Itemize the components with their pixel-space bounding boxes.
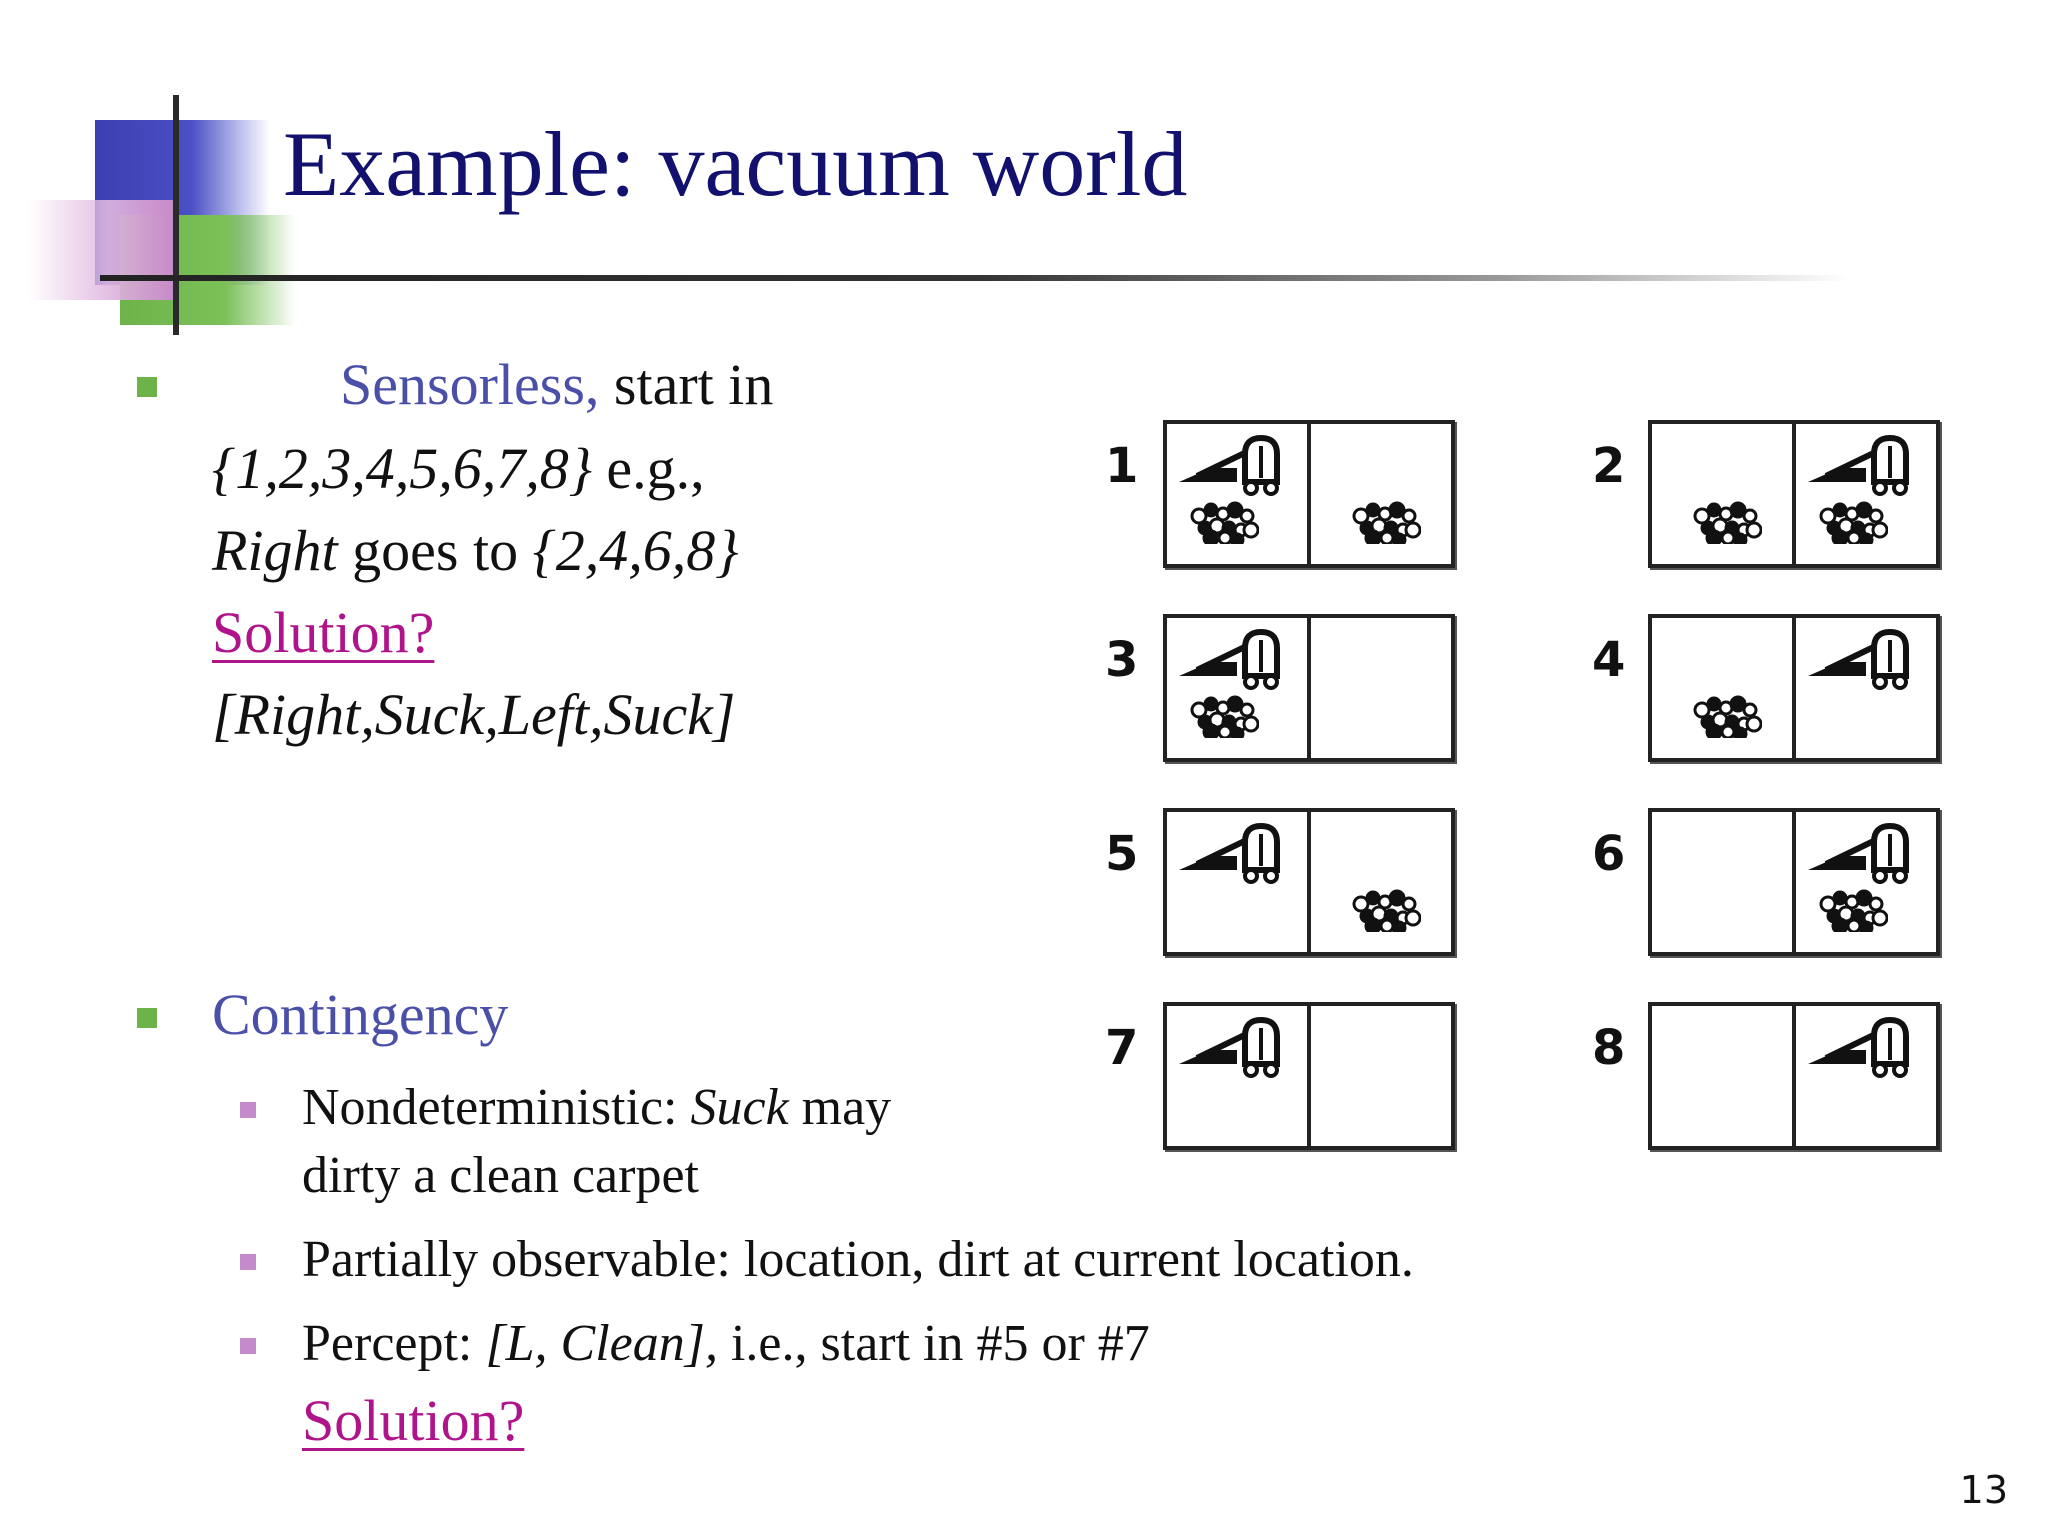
sensorless-line3 (212, 518, 739, 583)
vacuum-icon (1806, 432, 1926, 496)
room-right (1307, 614, 1455, 762)
state-label: 2 (1592, 438, 1626, 494)
contingency-item-3 (302, 1315, 1150, 1372)
room-left (1648, 1002, 1796, 1150)
title-underline (100, 275, 1850, 281)
sensorless-answer: [Right,Suck,Left,Suck] (212, 682, 736, 747)
room-right (1307, 1002, 1455, 1150)
dirt-icon (1692, 694, 1762, 738)
sensorless-set-all: {1,2,3,4,5,6,7,8} (212, 436, 592, 501)
decor-vertical-line (173, 95, 179, 335)
vacuum-icon (1177, 626, 1297, 690)
contingency-heading: Contingency (212, 982, 509, 1047)
room-right (1792, 1002, 1940, 1150)
sensorless-eg: e.g., (591, 436, 705, 501)
item3-italic: [L, Clean], (485, 1315, 718, 1372)
bullet-square-icon (137, 377, 157, 397)
vacuum-icon (1177, 1014, 1297, 1078)
goes-to: goes to (337, 518, 533, 583)
room-right (1307, 420, 1455, 568)
dirt-icon (1351, 500, 1421, 544)
room-left (1163, 614, 1311, 762)
slide-title: Example: vacuum world (283, 113, 1188, 215)
dirt-icon (1818, 888, 1888, 932)
room-left (1163, 808, 1311, 956)
room-left (1648, 420, 1796, 568)
decor-pink-square (28, 200, 173, 300)
state-label: 4 (1592, 632, 1626, 688)
sensorless-line1-rest: start in (599, 352, 774, 417)
state-label: 8 (1592, 1020, 1626, 1076)
sensorless-solution-link[interactable]: Solution? (212, 600, 435, 665)
room-left (1163, 420, 1311, 568)
right-word: Right (212, 518, 338, 583)
sub-bullet-icon (240, 1338, 256, 1354)
bullet-square-icon (137, 1008, 157, 1028)
item3-suffix: i.e., start in #5 or #7 (717, 1315, 1150, 1372)
vacuum-icon (1177, 432, 1297, 496)
dirt-icon (1189, 500, 1259, 544)
vacuum-icon (1177, 820, 1297, 884)
room-right (1792, 420, 1940, 568)
contingency-item-1 (302, 1079, 892, 1136)
sub-bullet-icon (240, 1254, 256, 1270)
item1-suffix: may (788, 1079, 892, 1136)
sensorless-line2 (212, 436, 705, 501)
room-right (1307, 808, 1455, 956)
vacuum-icon (1806, 626, 1926, 690)
dirt-icon (1692, 500, 1762, 544)
state-label: 5 (1105, 826, 1139, 882)
state-label: 7 (1105, 1020, 1139, 1076)
room-left (1648, 808, 1796, 956)
sub-bullet-icon (240, 1102, 256, 1118)
state-label: 6 (1592, 826, 1626, 882)
vacuum-icon (1806, 820, 1926, 884)
room-left (1163, 1002, 1311, 1150)
sensorless-set-right: {2,4,6,8} (532, 518, 739, 583)
dirt-icon (1351, 888, 1421, 932)
room-right (1792, 808, 1940, 956)
vacuum-icon (1806, 1014, 1926, 1078)
item1-prefix: Nondeterministic: (302, 1079, 691, 1136)
sensorless-line1 (340, 352, 774, 417)
dirt-icon (1818, 500, 1888, 544)
state-label: 3 (1105, 632, 1139, 688)
page-number: 13 (1959, 1468, 2008, 1512)
sensorless-heading: Sensorless, (340, 352, 600, 417)
contingency-item-2: Partially observable: location, dirt at current location. (302, 1231, 1414, 1288)
contingency-item-1-line2: dirty a clean carpet (302, 1147, 699, 1204)
contingency-solution-link[interactable]: Solution? (302, 1388, 525, 1453)
room-right (1792, 614, 1940, 762)
room-left (1648, 614, 1796, 762)
state-label: 1 (1105, 438, 1139, 494)
item1-italic: Suck (690, 1079, 789, 1136)
item3-prefix: Percept: (302, 1315, 486, 1372)
dirt-icon (1189, 694, 1259, 738)
